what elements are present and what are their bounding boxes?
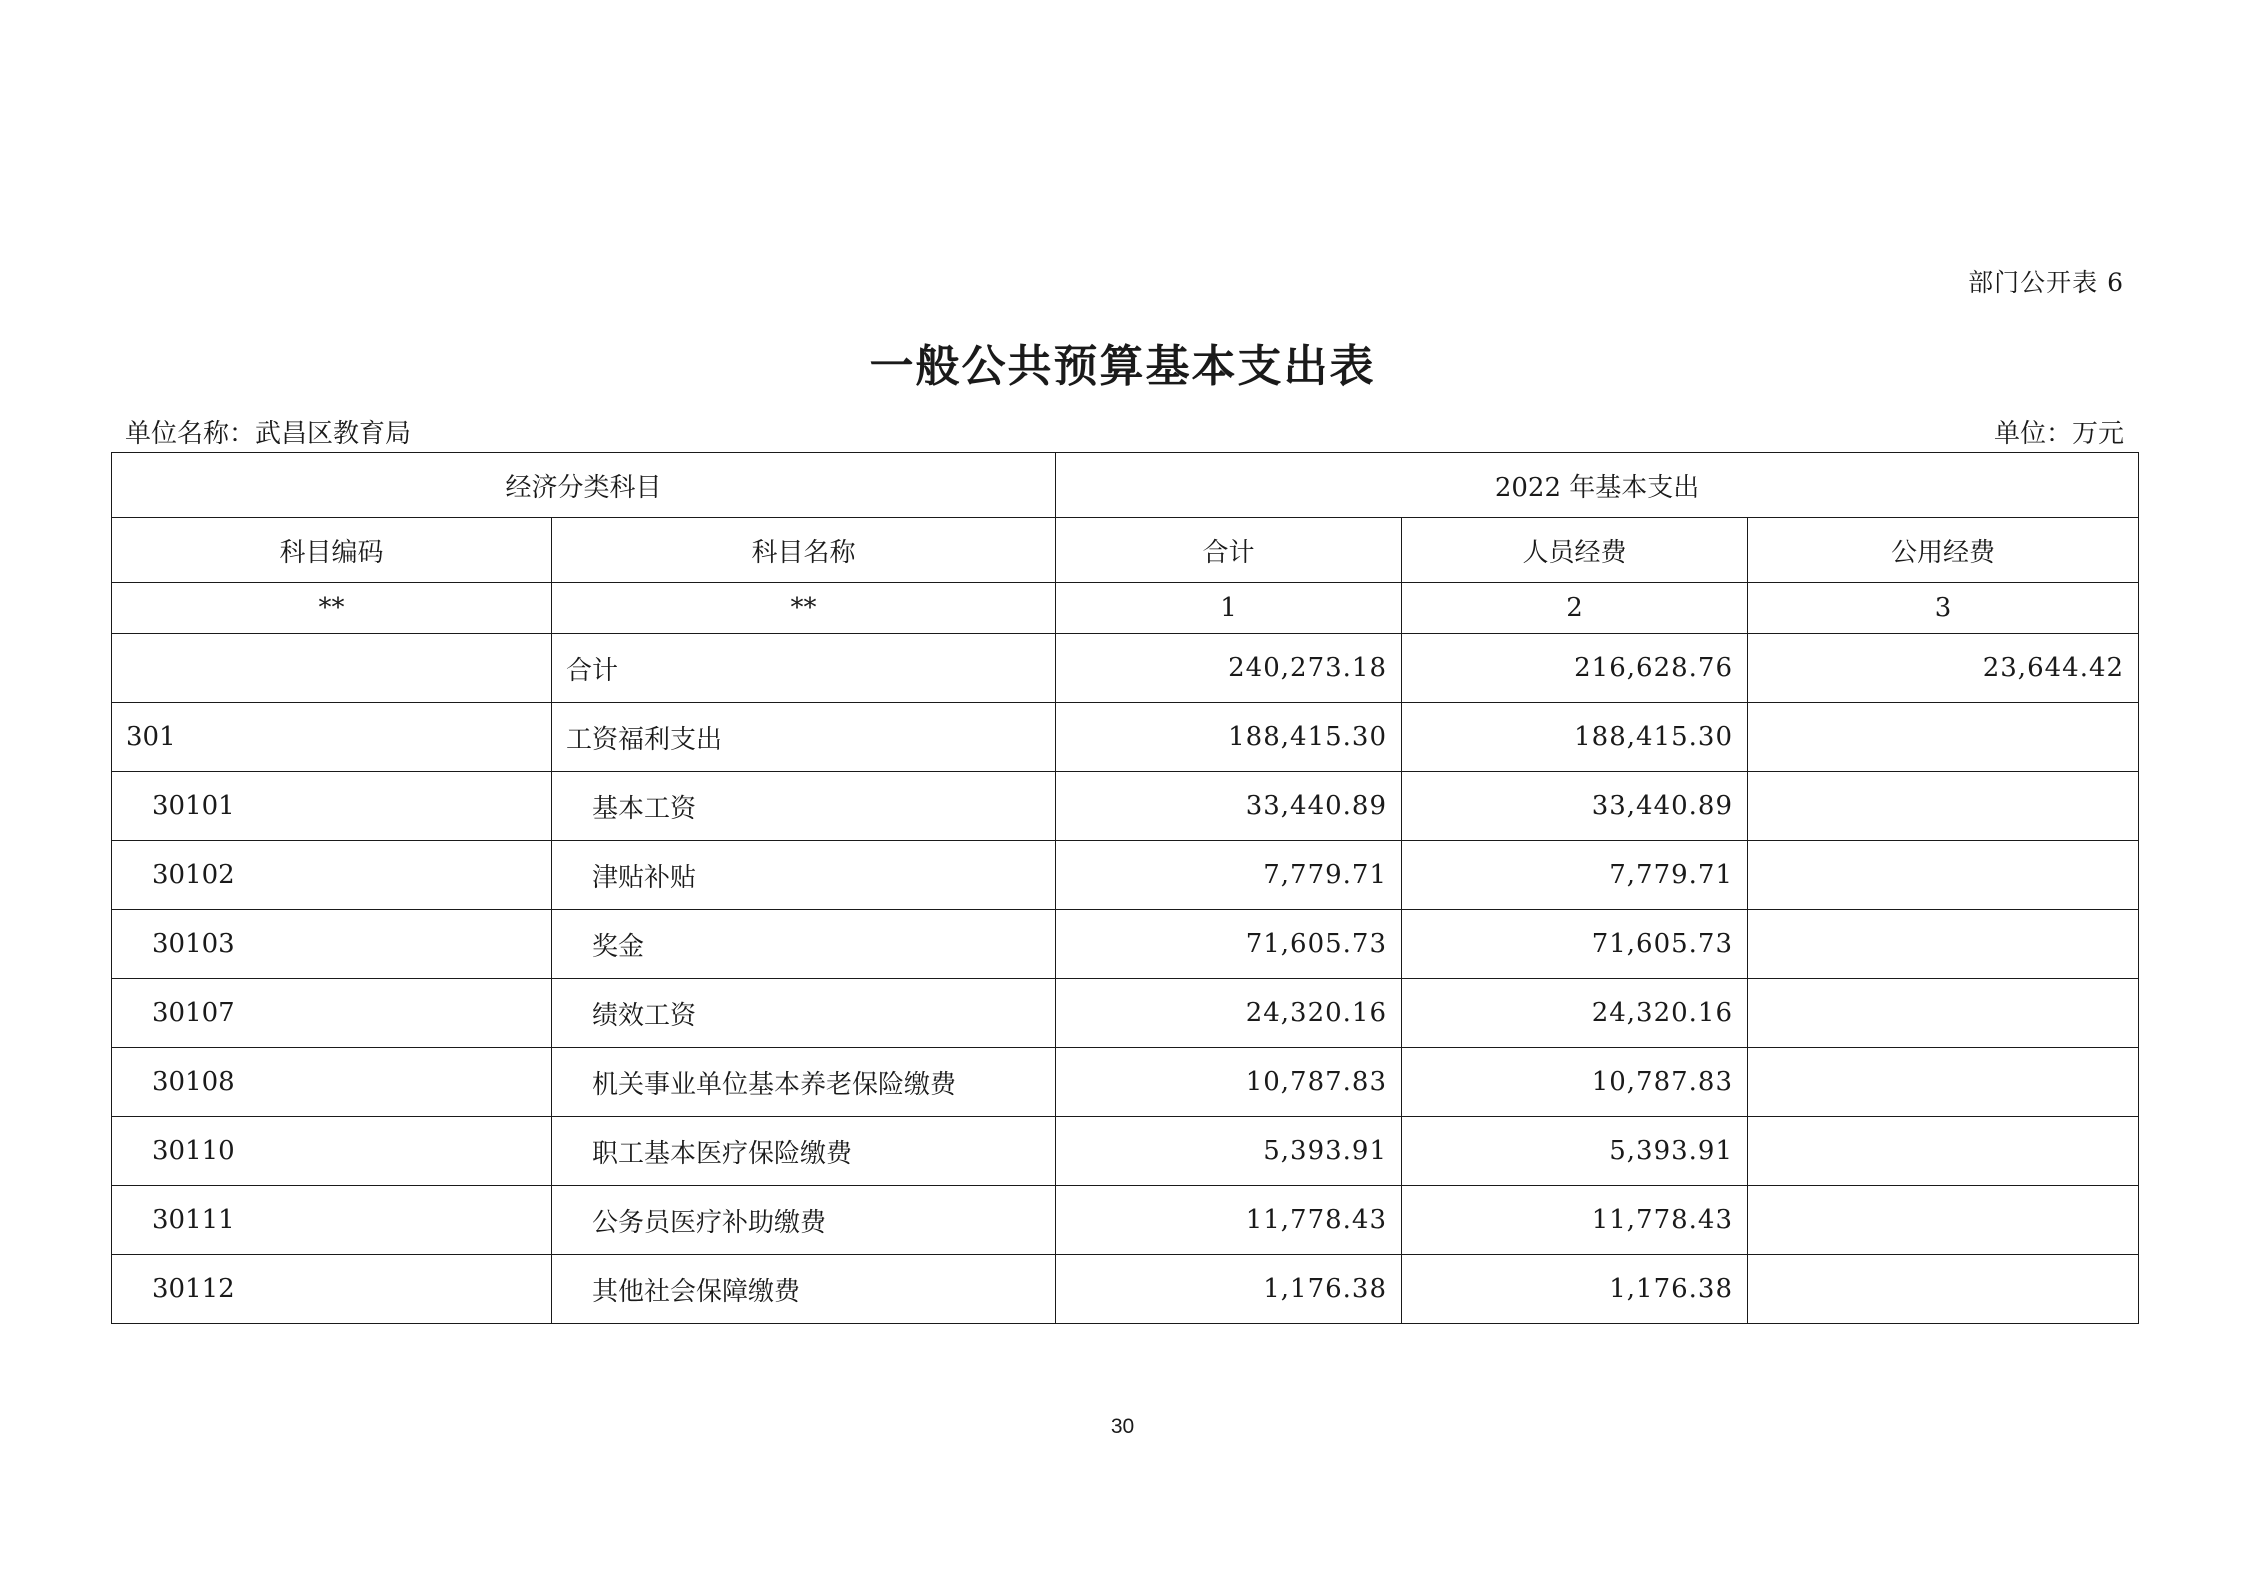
cell-name: 奖金 xyxy=(552,910,1056,979)
document-label: 部门公开表 6 xyxy=(1968,268,2124,297)
table-row xyxy=(112,979,2139,1048)
header-economic-category: 经济分类科目 xyxy=(112,453,1056,518)
header-column-row xyxy=(112,518,2139,583)
unit-name: 单位名称：武昌区教育局 xyxy=(125,419,412,449)
header-code: 科目编码 xyxy=(112,518,552,583)
cell-personnel: 11,778.43 xyxy=(1402,1186,1748,1255)
cell-total: 5,393.91 xyxy=(1056,1117,1402,1186)
cell-personnel: 10,787.83 xyxy=(1402,1048,1748,1117)
table-row xyxy=(112,1117,2139,1186)
table-row-total xyxy=(112,634,2139,703)
table-row xyxy=(112,1255,2139,1324)
cell-code: 30111 xyxy=(112,1186,552,1255)
cell-total: 240,273.18 xyxy=(1056,634,1402,703)
cell-code: 30110 xyxy=(112,1117,552,1186)
cell-total: 188,415.30 xyxy=(1056,703,1402,772)
cell-name: 工资福利支出 xyxy=(552,703,1056,772)
table-row xyxy=(112,772,2139,841)
header-group-row xyxy=(112,453,2139,518)
table-row xyxy=(112,703,2139,772)
cell-total: 1,176.38 xyxy=(1056,1255,1402,1324)
cell-public xyxy=(1748,1117,2139,1186)
cell-code: 30103 xyxy=(112,910,552,979)
cell-personnel: 5,393.91 xyxy=(1402,1117,1748,1186)
page-title: 一般公共预算基本支出表 xyxy=(869,341,1376,392)
cell-personnel: 216,628.76 xyxy=(1402,634,1748,703)
cell-personnel: 71,605.73 xyxy=(1402,910,1748,979)
cell-total: 10,787.83 xyxy=(1056,1048,1402,1117)
cell-total: 33,440.89 xyxy=(1056,772,1402,841)
page-number: 30 xyxy=(1110,1415,1135,1438)
cell-public xyxy=(1748,1186,2139,1255)
header-personnel: 人员经费 xyxy=(1402,518,1748,583)
header-public: 公用经费 xyxy=(1748,518,2139,583)
index-name: ** xyxy=(552,583,1056,634)
cell-personnel: 7,779.71 xyxy=(1402,841,1748,910)
cell-name: 津贴补贴 xyxy=(552,841,1056,910)
cell-public xyxy=(1748,841,2139,910)
header-name: 科目名称 xyxy=(552,518,1056,583)
cell-personnel: 188,415.30 xyxy=(1402,703,1748,772)
cell-name: 绩效工资 xyxy=(552,979,1056,1048)
table-row xyxy=(112,910,2139,979)
cell-name: 合计 xyxy=(552,634,1056,703)
cell-code: 30101 xyxy=(112,772,552,841)
index-personnel: 2 xyxy=(1402,583,1748,634)
table-row xyxy=(112,841,2139,910)
cell-name: 职工基本医疗保险缴费 xyxy=(552,1117,1056,1186)
cell-personnel: 33,440.89 xyxy=(1402,772,1748,841)
cell-public xyxy=(1748,910,2139,979)
index-code: ** xyxy=(112,583,552,634)
cell-code: 30107 xyxy=(112,979,552,1048)
table-row xyxy=(112,1186,2139,1255)
cell-name: 机关事业单位基本养老保险缴费 xyxy=(552,1048,1056,1117)
cell-public xyxy=(1748,772,2139,841)
cell-personnel: 1,176.38 xyxy=(1402,1255,1748,1324)
header-index-row xyxy=(112,583,2139,634)
cell-total: 71,605.73 xyxy=(1056,910,1402,979)
index-total: 1 xyxy=(1056,583,1402,634)
cell-code xyxy=(112,634,552,703)
cell-public xyxy=(1748,1048,2139,1117)
index-public: 3 xyxy=(1748,583,2139,634)
cell-code: 301 xyxy=(112,703,552,772)
cell-total: 7,779.71 xyxy=(1056,841,1402,910)
cell-total: 24,320.16 xyxy=(1056,979,1402,1048)
cell-public xyxy=(1748,703,2139,772)
cell-name: 其他社会保障缴费 xyxy=(552,1255,1056,1324)
header-total: 合计 xyxy=(1056,518,1402,583)
unit-label: 单位：万元 xyxy=(1993,419,2124,449)
cell-total: 11,778.43 xyxy=(1056,1186,1402,1255)
cell-name: 基本工资 xyxy=(552,772,1056,841)
table-row xyxy=(112,1048,2139,1117)
cell-code: 30108 xyxy=(112,1048,552,1117)
cell-name: 公务员医疗补助缴费 xyxy=(552,1186,1056,1255)
cell-public xyxy=(1748,979,2139,1048)
cell-public xyxy=(1748,1255,2139,1324)
cell-public: 23,644.42 xyxy=(1748,634,2139,703)
header-basic-expenditure: 2022 年基本支出 xyxy=(1056,453,2139,518)
budget-table xyxy=(111,452,2139,1324)
cell-code: 30102 xyxy=(112,841,552,910)
cell-code: 30112 xyxy=(112,1255,552,1324)
cell-personnel: 24,320.16 xyxy=(1402,979,1748,1048)
